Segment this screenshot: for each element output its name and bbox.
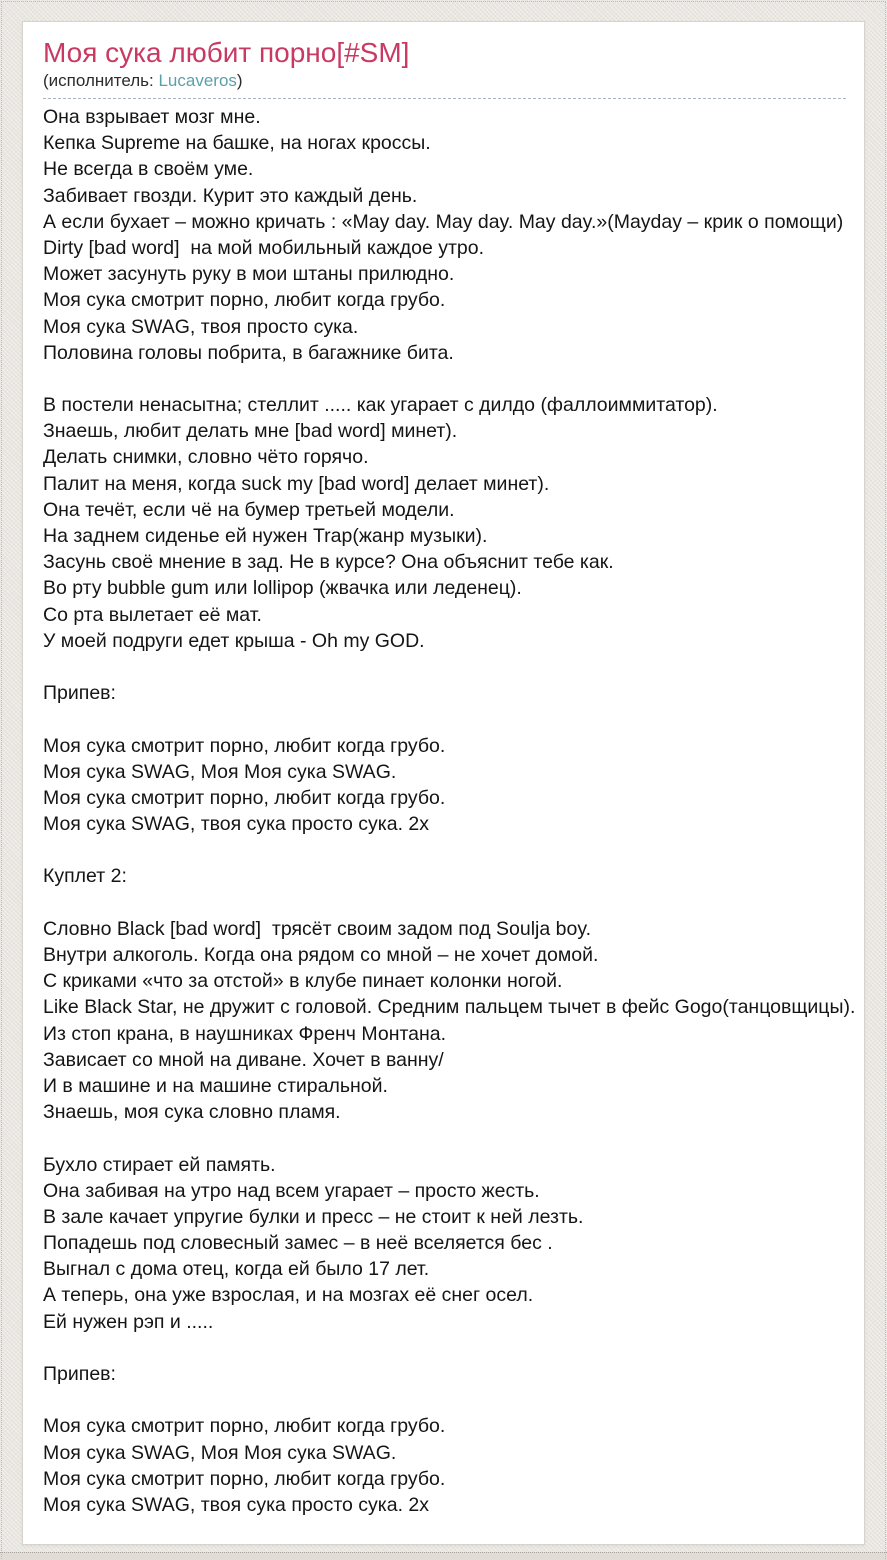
lyric-line: Она взрывает мозг мне.	[43, 106, 261, 128]
bottom-edge-strip	[0, 1552, 887, 1560]
lyric-line: Моя сука SWAG, твоя просто сука.	[43, 315, 359, 338]
lyric-line: Она забивая на утро над всем угарает – просто жесть.	[43, 1179, 540, 1202]
lyric-line	[43, 654, 846, 680]
lyric-line: Моя сука смотрит порно, любит когда грубо.	[43, 1415, 446, 1438]
lyric-line: Моя сука SWAG, твоя сука просто сука. 2x	[43, 1493, 430, 1516]
artist-line	[43, 70, 846, 92]
lyric-line: Моя сука смотрит порно, любит когда грубо.	[43, 1467, 446, 1490]
lyric-line: Куплет 2:	[43, 865, 127, 888]
lyric-line: И в машине и на машине стиральной.	[43, 1074, 388, 1097]
artist-label: (исполнитель:	[43, 71, 154, 90]
lyric-line: У моей подруги едет крыша - Oh my GOD.	[43, 629, 425, 652]
lyric-line: Не всегда в своём уме.	[43, 158, 254, 181]
song-header	[43, 38, 846, 99]
lyric-line: Знаешь, любит делать мне [bad word] минет).	[43, 420, 458, 443]
song-title: Моя сука любит порно[#SM]	[43, 37, 410, 68]
lyric-line	[43, 1335, 846, 1361]
lyric-line: Припев:	[43, 682, 116, 705]
lyric-line: Моя сука смотрит порно, любит когда грубо.	[43, 289, 446, 312]
artist-suffix: )	[236, 71, 243, 90]
lyric-line	[43, 706, 846, 732]
lyric-line: А теперь, она уже взрослая, и на мозгах её снег осел.	[43, 1284, 534, 1307]
lyric-line: Из стоп крана, в наушниках Френч Монтана.	[43, 1022, 447, 1045]
lyric-line: Моя сука SWAG, Моя Моя сука SWAG.	[43, 1441, 397, 1464]
lyric-line	[43, 837, 846, 863]
lyric-line: Половина головы побрита, в багажнике бита.	[43, 341, 454, 364]
lyric-line	[43, 1125, 846, 1151]
lyric-line: Моя сука SWAG, твоя сука просто сука. 2x	[43, 813, 430, 836]
lyric-line	[43, 890, 846, 916]
lyric-line	[43, 366, 846, 392]
lyric-line: Внутри алкоголь. Когда она рядом со мной – не хочет домой.	[43, 944, 599, 966]
lyric-line: Dirty [bad word] на мой мобильный каждое утро.	[43, 236, 485, 259]
lyric-line	[43, 1387, 846, 1413]
lyric-line: Припев:	[43, 1363, 116, 1385]
lyric-line: В постели ненасытна; стеллит ..... как угарает с дилдо (фаллоиммитатор).	[43, 394, 718, 417]
lyric-line: На заднем сиденье ей нужен Trap(жанр музыки).	[43, 525, 488, 547]
lyrics-text	[43, 104, 856, 1518]
lyric-line: Словно Black [bad word] трясёт своим задом под Soulja boy.	[43, 917, 592, 940]
lyric-line: Бухло стирает ей память.	[43, 1153, 276, 1176]
lyric-line: Забивает гвозди. Курит это каждый день.	[43, 184, 418, 207]
artist-link[interactable]: Lucaveros	[158, 71, 237, 90]
lyric-line: Ей нужен рэп и .....	[43, 1310, 214, 1333]
lyric-line: Like Black Star, не дружит с головой. Средним пальцем тычет в фейс Gogo(танцовщицы).	[43, 996, 856, 1019]
lyric-line: Попадешь под словесный замес – в неё вселяется бес .	[43, 1232, 553, 1255]
lyric-line: Моя сука SWAG, Моя Моя сука SWAG.	[43, 760, 397, 783]
lyrics-card	[22, 21, 865, 1545]
lyric-line: Знаешь, моя сука словно пламя.	[43, 1101, 341, 1124]
lyric-line: Зависает со мной на диване. Хочет в ванну/	[43, 1048, 444, 1071]
lyric-line: Кепка Supreme на башке, на ногах кроссы.	[43, 132, 431, 155]
lyric-line: Моя сука смотрит порно, любит когда грубо.	[43, 734, 446, 757]
lyric-line: Она течёт, если чё на бумер третьей модели.	[43, 498, 455, 521]
lyric-line: Делать снимки, словно чёто горячо.	[43, 446, 369, 469]
lyric-line: Во рту bubble gum или lollipop (жвачка или леденец).	[43, 577, 522, 600]
lyric-line: Может засунуть руку в мои штаны прилюдно.	[43, 263, 455, 286]
lyric-line: Выгнал с дома отец, когда ей было 17 лет.	[43, 1258, 430, 1281]
lyric-line: Палит на меня, когда suck my [bad word] делает минет).	[43, 472, 550, 495]
lyric-line: А если бухает – можно кричать : «May day. May day. May day.»(Mayday – крик о помощи)	[43, 210, 844, 233]
lyric-line: Со рта вылетает её мат.	[43, 603, 262, 626]
lyric-line: Засунь своё мнение в зад. Не в курсе? Она объяснит тебе как.	[43, 551, 614, 574]
lyric-line: Моя сука смотрит порно, любит когда грубо.	[43, 786, 446, 809]
lyric-line: С криками «что за отстой» в клубе пинает колонки ногой.	[43, 970, 563, 993]
lyric-line: В зале качает упругие булки и пресс – не стоит к ней лезть.	[43, 1205, 584, 1228]
